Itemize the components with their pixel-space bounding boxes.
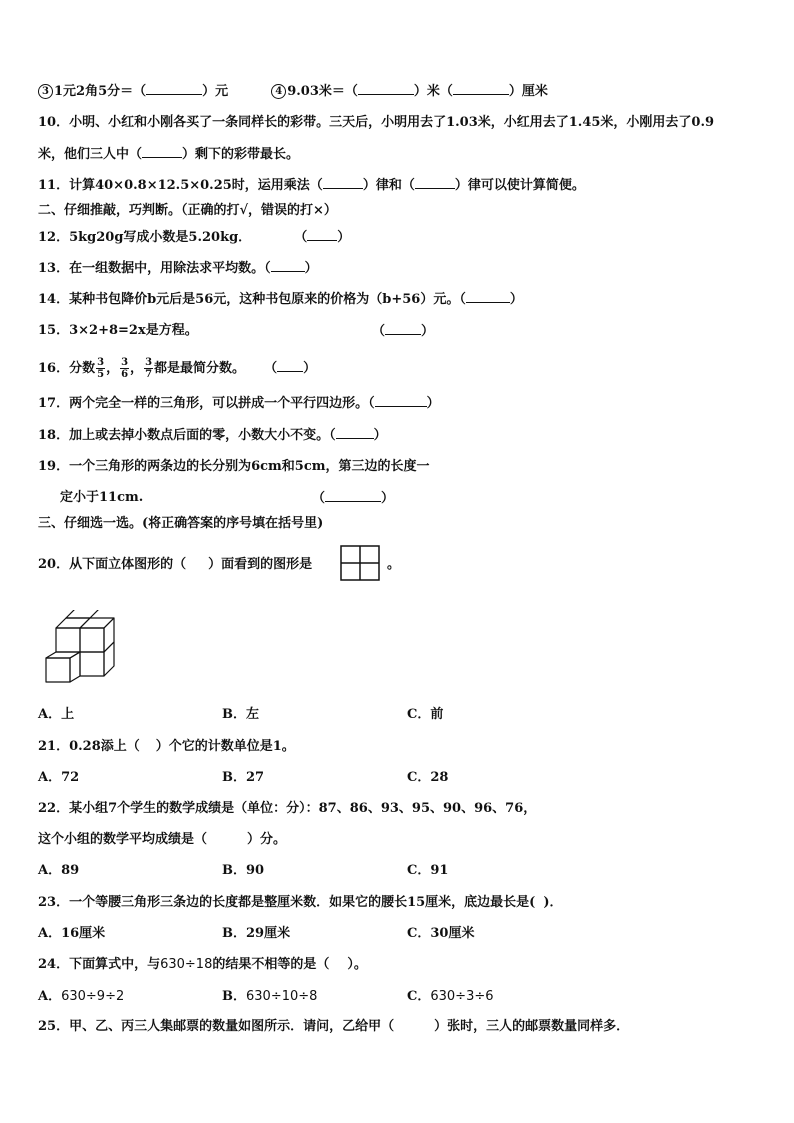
circled-number-3: 3	[38, 84, 53, 99]
q10-blank[interactable]	[142, 145, 182, 158]
q24-option-b[interactable]	[222, 988, 317, 1006]
q21-option-a[interactable]: A．72	[38, 770, 80, 785]
q16-blank[interactable]	[277, 359, 303, 372]
q23-close: )．	[543, 895, 563, 910]
q17-close-paren: ）	[426, 396, 440, 411]
q11-text-a: 11．计算40×0.8×12.5×0.25时，运用乘法（	[38, 178, 323, 193]
q18-blank[interactable]	[336, 426, 374, 439]
q20-option-a[interactable]: A．上	[38, 707, 75, 722]
q21-line	[38, 738, 295, 756]
q22-line-1: 22．某小组7个学生的数学成绩是（单位：分）：87、86、93、95、90、96、76，	[38, 801, 537, 816]
q9-p4-text-b: ）米（	[413, 84, 453, 99]
q21-text-b: ）个它的计数单位是1。	[155, 739, 295, 754]
q19-line-2: 定小于11cm.	[60, 490, 144, 505]
q21-option-b[interactable]: B．27	[222, 770, 265, 785]
q16-prefix: 16．分数	[38, 361, 96, 376]
q24-option-c-expr: 630÷3÷6	[430, 989, 494, 1004]
q12-close-paren: ）	[337, 230, 351, 245]
q22-line-2	[38, 831, 286, 849]
q12-open-paren: （	[294, 230, 308, 245]
q24-expr: 630÷18	[160, 957, 213, 972]
q22-text-b: ）分。	[247, 832, 287, 847]
q14-line	[38, 290, 523, 309]
q19-open-paren: （	[312, 491, 326, 506]
q22-option-a[interactable]: A．89	[38, 863, 80, 878]
q19-line-1: 19．一个三角形的两条边的长分别为6cm和5cm，第三边的长度一	[38, 459, 430, 474]
q17-blank[interactable]	[375, 394, 427, 407]
q15-text: 15．3×2+8=2x是方程。	[38, 323, 198, 338]
frac-2-denominator: 6	[121, 369, 129, 380]
q13-blank[interactable]	[271, 259, 305, 272]
q18-close-paren: ）	[373, 428, 387, 443]
q14-close-paren: ）	[509, 292, 523, 307]
q12-text: 12．5kg20g写成小数是5.20kg．	[38, 230, 252, 245]
q16-sep-1: ，	[106, 361, 120, 376]
q9-p4-text-a: 9.03米＝（	[287, 84, 358, 99]
q17-text: 17．两个完全一样的三角形，可以拼成一个平行四边形。（	[38, 396, 375, 411]
section-2-heading: 二、仔细推敲，巧判断。（正确的打√，错误的打×）	[38, 203, 337, 218]
frac-3-denominator: 7	[145, 369, 153, 380]
q10-line-1: 10．小明、小红和小刚各买了一条同样长的彩带。三天后，小明用去了1.03米，小红用去了1.45米，小刚用去了0.9	[38, 115, 715, 130]
q24-line	[38, 956, 367, 974]
q14-text: 14．某种书包降价b元后是56元，这种书包原来的价格为（b+56）元。（	[38, 292, 466, 307]
q20-line	[38, 556, 312, 574]
q20-option-b[interactable]: B．左	[222, 707, 259, 722]
q19-blank[interactable]	[325, 489, 381, 502]
section-3-heading: 三、仔细选一选。(将正确答案的序号填在括号里)	[38, 516, 324, 531]
q13-text: 13．在一组数据中，用除法求平均数。（	[38, 261, 271, 276]
q9-p3-blank[interactable]	[146, 82, 202, 95]
fraction-3-7	[144, 357, 153, 380]
q20-option-c[interactable]: C．前	[407, 707, 444, 722]
view-grid-icon	[340, 545, 380, 581]
cube-stack-figure	[42, 610, 126, 684]
q22-option-b[interactable]: B．90	[222, 863, 265, 878]
q23-option-c[interactable]: C．30厘米	[407, 926, 475, 941]
q18-line	[38, 426, 387, 445]
q20-text-b: ）面看到的图形是	[208, 557, 313, 572]
q9-p4-blank-1[interactable]	[358, 82, 414, 95]
q15-blank[interactable]	[385, 322, 421, 335]
q10-text-a: 米，他们三人中（	[38, 147, 143, 162]
q20-text-a: 20．从下面立体图形的（	[38, 557, 187, 572]
q22-text-a: 这个小组的数学平均成绩是（	[38, 832, 208, 847]
q16-open-paren: （	[264, 361, 278, 376]
q21-option-c[interactable]: C．28	[407, 770, 449, 785]
q16-line	[38, 357, 316, 380]
q13-line	[38, 259, 318, 278]
q17-line	[38, 394, 440, 413]
q18-text: 18．加上或去掉小数点后面的零，小数大小不变。（	[38, 428, 336, 443]
q15-answer	[372, 322, 434, 341]
q14-blank[interactable]	[466, 290, 510, 303]
q25-text-b: ）张时，三人的邮票数量同样多．	[434, 1019, 630, 1034]
q24-option-a[interactable]	[38, 988, 124, 1006]
q9-p3-text-b: ）元	[202, 84, 229, 99]
q23-option-a[interactable]: A．16厘米	[38, 926, 106, 941]
q10-text-b: ）剩下的彩带最长。	[182, 147, 300, 162]
q23-text: 23．一个等腰三角形三条边的长度都是整厘米数．如果它的腰长15厘米，底边最长是(	[38, 895, 536, 910]
q22-option-c[interactable]: C．91	[407, 863, 449, 878]
q19-close-paren: ）	[381, 491, 395, 506]
q19-answer	[312, 489, 394, 508]
q9-p4-blank-2[interactable]	[453, 82, 509, 95]
q24-option-c-label: C．	[407, 989, 431, 1004]
q12-blank[interactable]	[307, 228, 337, 241]
q9-line	[38, 82, 548, 101]
q24-option-c[interactable]	[407, 988, 494, 1006]
q25-line	[38, 1018, 629, 1036]
q25-text-a: 25．甲、乙、丙三人集邮票的数量如图所示．请问，乙给甲（	[38, 1019, 395, 1034]
q11-text-c: ）律可以使计算简便。	[454, 178, 585, 193]
frac-1-denominator: 5	[97, 369, 105, 380]
q24-option-b-label: B．	[222, 989, 246, 1004]
q23-line	[38, 894, 563, 912]
q23-option-b[interactable]: B．29厘米	[222, 926, 291, 941]
q13-close-paren: ）	[304, 261, 318, 276]
q24-option-a-expr: 630÷9÷2	[61, 989, 125, 1004]
q24-option-b-expr: 630÷10÷8	[246, 989, 318, 1004]
q24-text-b: 的结果不相等的是（	[212, 957, 330, 972]
q20-period: 。	[387, 557, 401, 572]
q11-blank-1[interactable]	[323, 176, 363, 189]
q15-line	[38, 322, 198, 340]
frac-2-numerator: 3	[121, 357, 129, 368]
q21-text-a: 21．0.28添上（	[38, 739, 140, 754]
q10-line-2	[38, 145, 299, 164]
q24-option-a-label: A．	[38, 989, 62, 1004]
q15-close-paren: ）	[421, 324, 435, 339]
q9-p4-text-c: ）厘米	[508, 84, 548, 99]
q16-close-paren: ）	[303, 361, 317, 376]
q11-text-b: ）律和（	[362, 178, 415, 193]
q9-p3-text-a: 1元2角5分＝（	[54, 84, 147, 99]
fraction-3-5	[96, 357, 105, 380]
frac-1-numerator: 3	[97, 357, 105, 368]
frac-3-numerator: 3	[145, 357, 153, 368]
q15-open-paren: （	[372, 324, 386, 339]
q12-line	[38, 228, 350, 247]
circled-number-4: 4	[271, 84, 286, 99]
q16-suffix: 都是最简分数。	[154, 361, 246, 376]
q16-sep-2: ，	[130, 361, 144, 376]
q24-text-c: ）。	[347, 957, 367, 972]
q24-text-a: 24．下面算式中，与	[38, 957, 161, 972]
fraction-3-6	[120, 357, 129, 380]
q11-line	[38, 176, 585, 195]
q11-blank-2[interactable]	[415, 176, 455, 189]
